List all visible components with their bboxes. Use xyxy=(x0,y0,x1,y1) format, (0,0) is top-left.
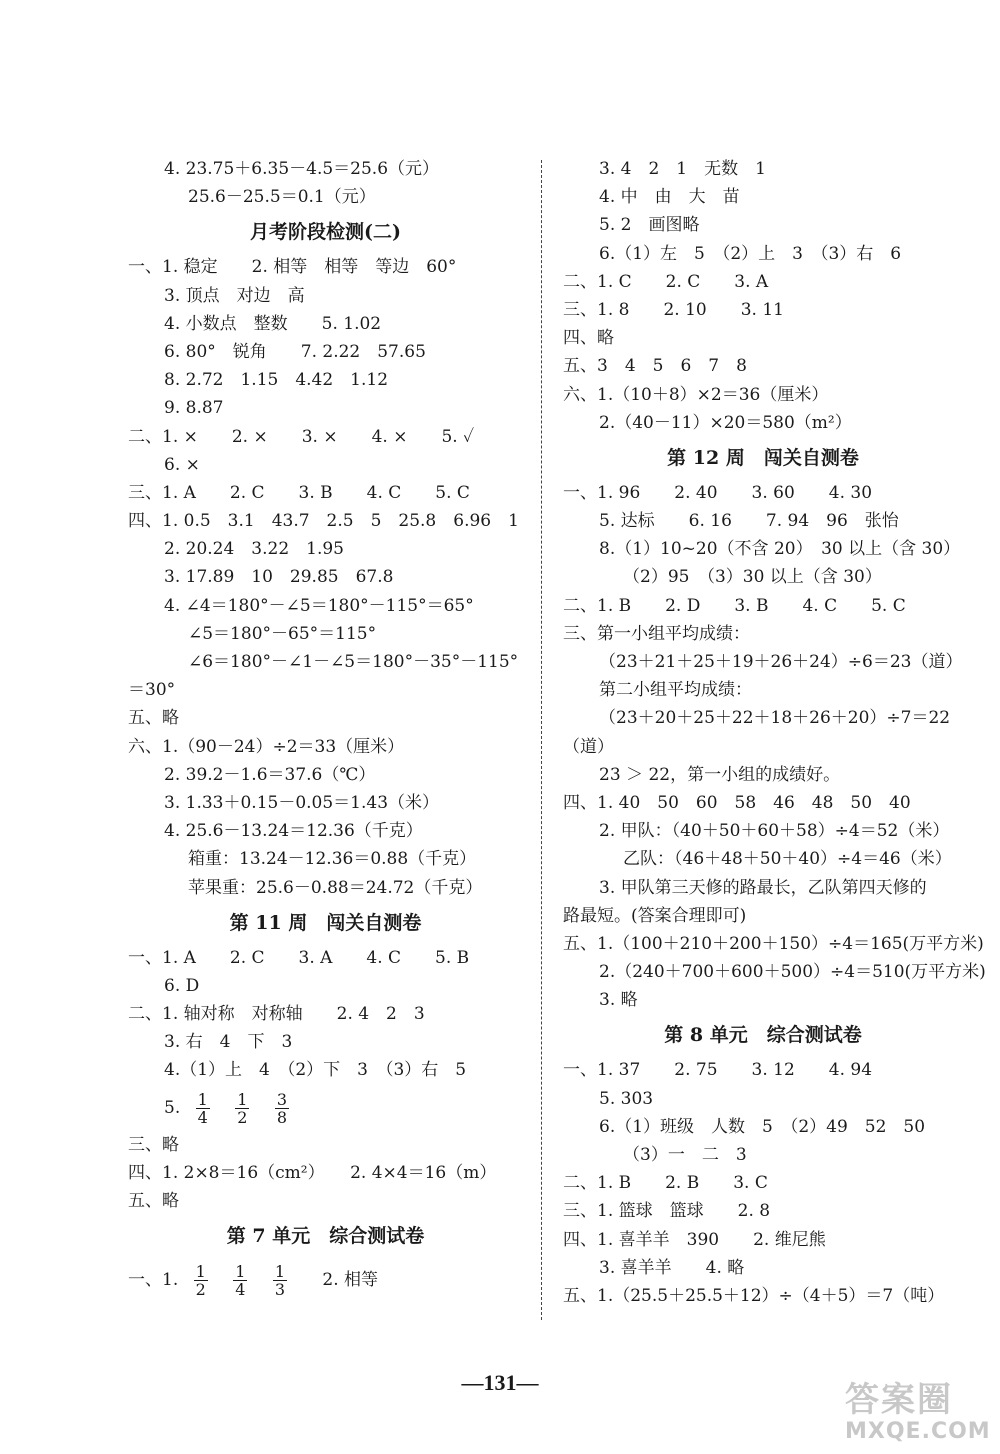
answer-line: 四、1. 2×8＝16（cm²） 2. 4×4＝16（m） xyxy=(128,1162,497,1183)
answer-line: 一、1. 96 2. 40 3. 60 4. 30 xyxy=(563,482,873,503)
answer-line: 箱重：13.24－12.36＝0.88（千克） xyxy=(188,849,477,870)
fraction: $\frac{1}{2}$ xyxy=(237,1089,248,1127)
fraction: $\frac{1}{4}$ xyxy=(197,1089,208,1127)
fraction: $\frac{1}{4}$ xyxy=(235,1262,246,1300)
section-heading: 第 8 单元 综合测试卷 xyxy=(664,1024,862,1047)
section-heading: 第 12 周 闯关自测卷 xyxy=(667,446,859,469)
fraction-answer-line xyxy=(128,1257,523,1303)
answer-suffix: 2. 相等 xyxy=(322,1270,379,1291)
answer-line: ∠6＝180°－∠1－∠5＝180°－35°－115° xyxy=(188,652,519,672)
answer-line: 四、1. 喜羊羊 390 2. 维尼熊 xyxy=(563,1229,826,1250)
answer-line: 3. 17.89 10 29.85 67.8 xyxy=(164,567,394,588)
answer-line: 3. 4 2 1 无数 1 xyxy=(599,159,766,179)
answer-line: 2. 甲队：（40＋50＋60＋58）÷4＝52（米） xyxy=(599,821,950,842)
answer-line: 23 ＞ 22，第一小组的成绩好。 xyxy=(599,764,841,785)
answer-line: （3）一 二 3 xyxy=(623,1145,747,1165)
answer-line: 一、1. 稳定 2. 相等 相等 等边 60° xyxy=(128,257,457,278)
answer-line: 2. 39.2－1.6＝37.6（℃） xyxy=(164,764,376,785)
answer-line: 4.（1）上 4 （2）下 3 （3）右 5 xyxy=(164,1060,467,1081)
watermark-url: MXQE.COM xyxy=(845,1419,991,1444)
answer-line: 二、1. × 2. × 3. × 4. × 5. ✓ xyxy=(128,426,475,447)
answer-prefix: 5. xyxy=(164,1097,181,1118)
answer-line: 三、略 xyxy=(128,1134,179,1155)
watermark-text: 答案圈 xyxy=(845,1380,953,1420)
answer-line: ＝30° xyxy=(128,680,176,701)
fraction: $\frac{1}{2}$ xyxy=(195,1262,206,1300)
answer-line: 6. 80° 锐角 7. 2.22 57.65 xyxy=(164,341,426,362)
fraction-answer-line xyxy=(128,1085,523,1131)
answer-line: 4. ∠4＝180°－∠5＝180°－115°＝65° xyxy=(164,595,474,616)
answer-line: 二、1. B 2. B 3. C xyxy=(563,1173,768,1194)
answer-line: 四、1. 0.5 3.1 43.7 2.5 5 25.8 6.96 1 xyxy=(128,511,519,532)
answer-line: 乙队：（46＋48＋50＋40）÷4＝46（米） xyxy=(623,849,952,870)
answer-line: 苹果重：25.6－0.88＝24.72（千克） xyxy=(188,877,483,898)
answer-line: 8.（1）10~20（不含 20） 30 以上（含 30） xyxy=(599,539,961,560)
page-number: —131— xyxy=(461,1370,539,1395)
answer-line: （2）95 （3）30 以上（含 30） xyxy=(623,567,882,588)
answer-line: 6.（1）班级 人数 5 （2）49 52 50 xyxy=(599,1116,926,1137)
answer-prefix: 一、1. xyxy=(128,1270,179,1291)
answer-line: 2.（40－11）×20＝580（m²） xyxy=(599,412,852,433)
answer-line: 5. 303 xyxy=(599,1088,654,1109)
answer-line: 路最短。(答案合理即可) xyxy=(563,905,747,926)
answer-line: 三、1. A 2. C 3. B 4. C 5. C xyxy=(128,482,470,503)
answer-line: （道） xyxy=(563,736,614,757)
answer-line: （23＋21＋25＋19＋26＋24）÷6＝23（道） xyxy=(599,652,963,672)
answer-line: 一、1. A 2. C 3. A 4. C 5. B xyxy=(128,947,470,968)
answer-line: 二、1. 轴对称 对称轴 2. 4 2 3 xyxy=(128,1004,425,1025)
answer-line: 三、第一小组平均成绩： xyxy=(563,623,750,644)
left-column xyxy=(128,155,523,1303)
answer-line: 5. 2 画图略 xyxy=(599,215,700,236)
answer-line: 3. 喜羊羊 4. 略 xyxy=(599,1257,745,1278)
answer-line: 3. 甲队第三天修的路最长，乙队第四天修的 xyxy=(599,877,927,898)
fraction: $\frac{3}{8}$ xyxy=(276,1089,288,1127)
answer-line: 25.6－25.5＝0.1（元） xyxy=(188,187,376,208)
answer-line: 3. 右 4 下 3 xyxy=(164,1032,293,1053)
watermark-logo xyxy=(845,1380,995,1450)
answer-line: 第二小组平均成绩： xyxy=(599,680,752,701)
right-column xyxy=(563,155,986,1310)
answer-line: 4. 小数点 整数 5. 1.02 xyxy=(164,313,382,334)
answer-line: （23＋20＋25＋22＋18＋26＋20）÷7＝22 xyxy=(599,708,951,729)
answer-line: 二、1. B 2. D 3. B 4. C 5. C xyxy=(563,595,906,616)
answer-line: 四、1. 40 50 60 58 46 48 50 40 xyxy=(563,792,911,813)
column-divider xyxy=(541,160,542,1320)
section-heading: 第 11 周 闯关自测卷 xyxy=(229,911,422,934)
answer-line: 3. 1.33＋0.15－0.05＝1.43（米） xyxy=(164,792,440,813)
answer-line: 3. 略 xyxy=(599,990,638,1011)
answer-line: 五、3 4 5 6 7 8 xyxy=(563,356,747,377)
answer-line: 6.（1）左 5 （2）上 3 （3）右 6 xyxy=(599,243,902,264)
answer-line: 6. D xyxy=(164,975,200,996)
answer-line: 2. 20.24 3.22 1.95 xyxy=(164,539,344,560)
answer-line: 5. 达标 6. 16 7. 94 96 张怡 xyxy=(599,511,899,532)
answer-line: 一、1. 37 2. 75 3. 12 4. 94 xyxy=(563,1060,873,1081)
answer-line: 五、1.（25.5＋25.5＋12）÷（4＋5）＝7（吨） xyxy=(563,1285,945,1306)
answer-line: 4. 25.6－13.24＝12.36（千克） xyxy=(164,821,423,842)
answer-line: 6. × xyxy=(164,454,200,475)
answer-line: 4. 23.75＋6.35－4.5＝25.6（元） xyxy=(164,159,440,179)
answer-line: 9. 8.87 xyxy=(164,398,224,419)
answer-line: 2.（240＋700＋600＋500）÷4＝510(万平方米) xyxy=(599,962,986,983)
answer-line: 三、1. 篮球 篮球 2. 8 xyxy=(563,1201,771,1222)
answer-line: 3. 顶点 对边 高 xyxy=(164,285,305,306)
answer-line: 五、1.（100＋210＋200＋150）÷4＝165(万平方米) xyxy=(563,933,984,954)
answer-line: 三、1. 8 2. 10 3. 11 xyxy=(563,299,784,320)
answer-line: 六、1.（10＋8）×2＝36（厘米） xyxy=(563,384,829,405)
fraction: $\frac{1}{3}$ xyxy=(274,1262,286,1300)
answer-line: 六、1.（90－24）÷2＝33（厘米） xyxy=(128,736,405,757)
answer-line: 4. 中 由 大 苗 xyxy=(599,187,740,208)
answer-line: 四、略 xyxy=(563,328,614,349)
answer-line: 8. 2.72 1.15 4.42 1.12 xyxy=(164,370,389,391)
answer-line: 五、略 xyxy=(128,708,179,729)
answer-line: 五、略 xyxy=(128,1191,179,1211)
section-heading: 月考阶段检测(二) xyxy=(250,221,401,244)
answer-line: ∠5＝180°－65°＝115° xyxy=(188,623,377,644)
answer-line: 二、1. C 2. C 3. A xyxy=(563,271,769,292)
section-heading: 第 7 单元 综合测试卷 xyxy=(226,1225,425,1248)
